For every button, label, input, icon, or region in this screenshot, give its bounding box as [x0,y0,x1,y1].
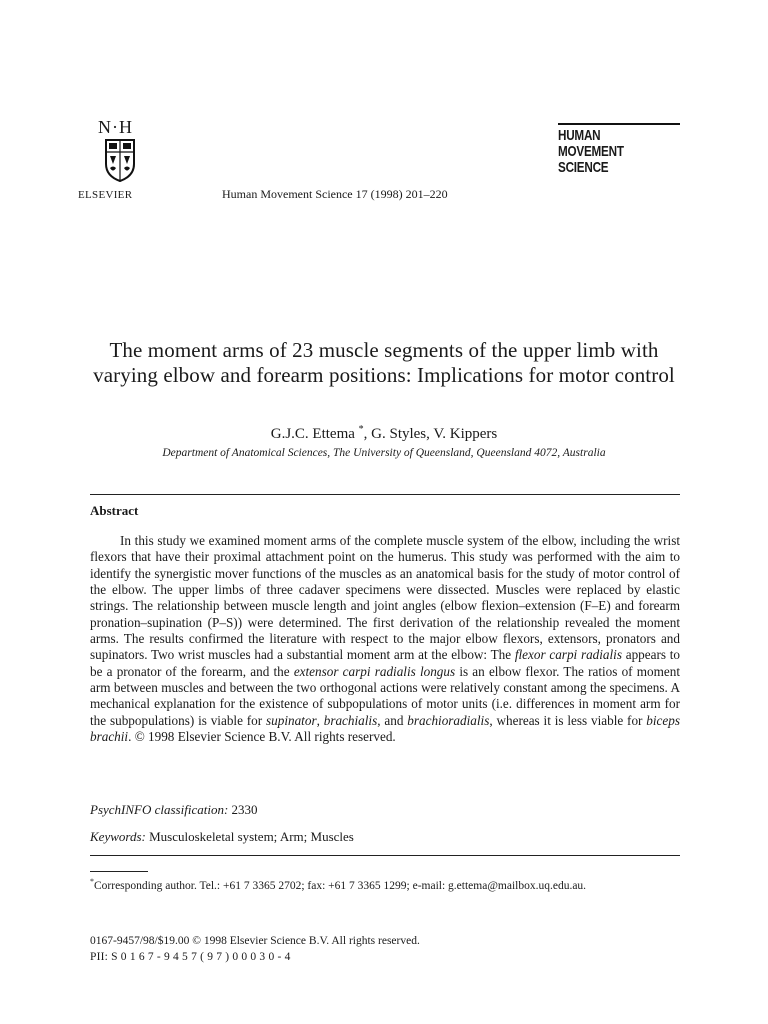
muscle-name: brachioradialis [407,712,490,728]
corresponding-author-mark: * [358,424,364,435]
keywords-value: Musculoskeletal system; Arm; Muscles [145,829,354,844]
article-title: The moment arms of 23 muscle segments of the upper limb with varying elbow and forearm positions: Implications for motor control [93,338,675,387]
abstract-top-rule [90,494,680,495]
psychinfo-classification [90,802,258,818]
abstract-text: is an elbow flexor. The ratios of moment arm between muscles and between the two orthogonal actions were relatively constant among the specimens. A mechanical explanation for the existence of subpopulations of motor units (i.e. differences in moment arm for the subpopulations) is viable for [90,663,680,728]
author-rest: , G. Styles, V. Kippers [363,426,498,442]
abstract-text: , whereas it is less viable for [489,712,647,728]
abstract-paragraph [90,533,680,745]
journal-citation: Human Movement Science 17 (1998) 201–220 [222,187,448,201]
abstract-text: In this study we examined moment arms of the complete muscle system of the elbow, including the wrist flexors that have their proximal attachment point on the humerus. This study was performed with the aim to identify the synergistic mover functions of the muscles as an anatomical basis for the study of motor control of the elbow. The upper limbs of three cadaver specimens were dissected. Muscles were replaced by elastic strings. The relationship between muscle length and joint angles (elbow flexion–extension (F–E) and forearm pronation–supination (P–S)) were determined. The first derivation of the relationship revealed the moment arms. The results confirmed the literature with respect to the major elbow flexors, extensors, pronators and supinators. Two wrist muscles had a substantial moment arm at the elbow: The [90,533,680,663]
abstract-text: . © 1998 Elsevier Science B.V. All rights reserved. [128,729,396,745]
pii: PII: S 0 1 6 7 - 9 4 5 7 ( 9 7 ) 0 0 0 3 0 - 4 [90,951,291,963]
muscle-name: brachialis [323,712,378,728]
journal-logo [558,123,680,176]
abstract-bottom-rule [90,855,680,856]
author-affiliation: Department of Anatomical Sciences, The University of Queensland, Queensland 4072, Australia [162,447,606,459]
abstract-text: appears to be a pronator of the forearm, and the [90,647,680,679]
author-first: G.J.C. Ettema [270,426,355,442]
footnote-rule [90,871,148,872]
journal-logo-rule [558,123,680,125]
journal-logo-line: SCIENCE [558,159,609,176]
abstract-text: , and [377,712,408,728]
classification-label: PsychINFO classification: [90,802,229,817]
keywords-label: Keywords: [90,829,146,844]
abstract-text: , [316,712,324,728]
muscle-name: flexor carpi radialis [514,647,622,663]
journal-logo-line: MOVEMENT [558,143,624,160]
muscle-name: supinator [266,712,317,728]
elsevier-tree-emblem-icon [100,138,140,182]
journal-logo-line: HUMAN [558,127,601,144]
author-list [80,424,688,443]
muscle-name: extensor carpi radialis longus [293,663,456,679]
classification-value: 2330 [228,802,258,817]
corresponding-author-footnote [90,874,680,894]
publisher-logo-text: N·H [98,117,133,137]
publisher-logo [88,118,148,182]
muscle-name: biceps brachii [90,712,680,745]
footnote-text: Corresponding author. Tel.: +61 7 3365 2702; fax: +61 7 3365 1299; e-mail: g.ettema@mailbox.uq.edu.au. [94,879,587,892]
publisher-name: ELSEVIER [78,189,133,201]
footnote-mark: * [90,877,94,886]
issn-copyright: 0167-9457/98/$19.00 © 1998 Elsevier Science B.V. All rights reserved. [90,935,420,947]
abstract-heading: Abstract [90,503,139,518]
abstract-body [90,533,680,745]
keywords [90,829,354,845]
